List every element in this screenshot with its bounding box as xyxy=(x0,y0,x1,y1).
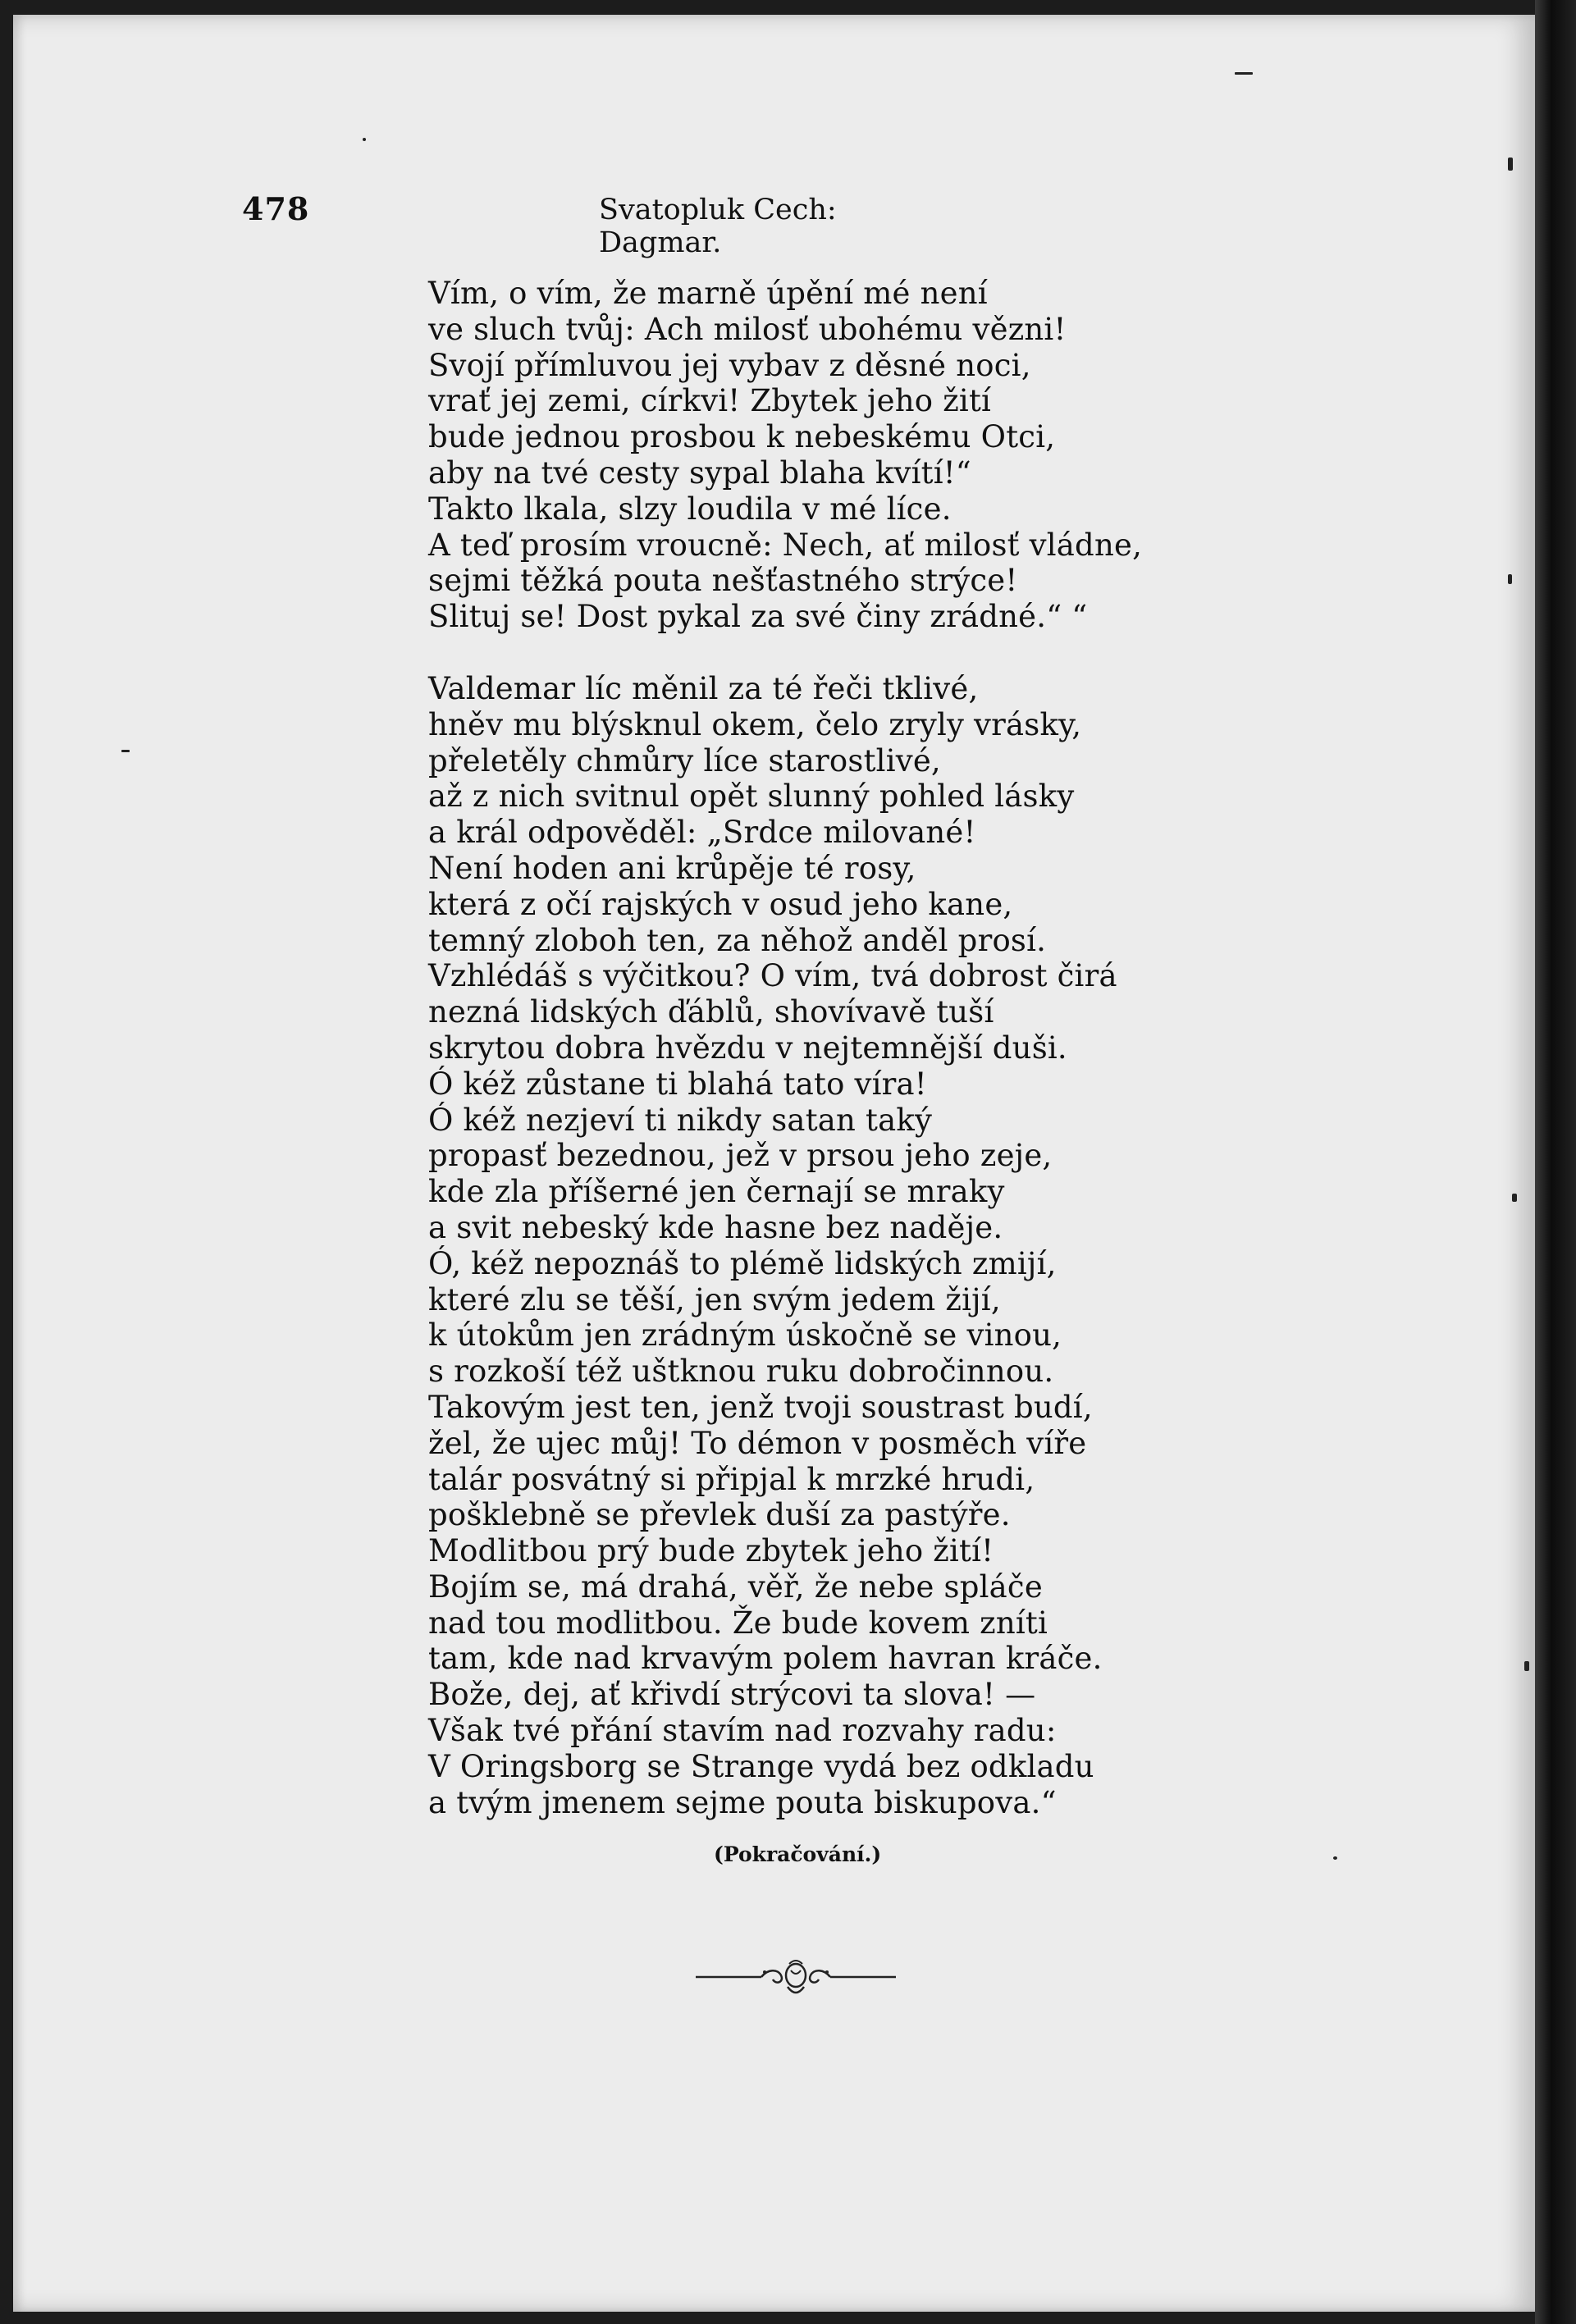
page-speck xyxy=(1512,1194,1517,1202)
poem-line: žel, že ujec můj! To démon v posměch víře xyxy=(428,1425,1087,1461)
poem-line: Však tvé přání stavím nad rozvahy radu: xyxy=(428,1713,1057,1749)
poem-line: Takto lkala, slzy loudila v mé líce. xyxy=(428,491,952,527)
poem-line: přeletěly chmůry líce starostlivé, xyxy=(428,742,941,778)
page-speck xyxy=(121,750,130,752)
page-speck xyxy=(1508,158,1513,171)
poem-line: Valdemar líc měnil za té řeči tklivé, xyxy=(428,670,979,706)
poem-line: hněv mu blýsknul okem, čelo zryly vrásky, xyxy=(428,706,1082,742)
poem-line: s rozkoší též uštknou ruku dobročinnou. xyxy=(428,1354,1054,1390)
page-header xyxy=(242,190,964,259)
poem-line: která z očí rajských v osud jeho kane, xyxy=(428,886,1013,922)
poem-line: temný zloboh ten, za něhož anděl prosí. xyxy=(428,922,1047,958)
poem-line: k útokům jen zrádným úskočně se vinou, xyxy=(428,1317,1062,1354)
poem-line: Bojím se, má drahá, věř, že nebe spláče xyxy=(428,1568,1043,1605)
poem-text xyxy=(428,276,1216,1820)
poem-line: Bože, dej, ať křivdí strýcovi ta slova! — xyxy=(428,1677,1036,1713)
poem-line: a tvým jmenem sejme pouta biskupova.“ xyxy=(428,1784,1057,1820)
poem-line: kde zla příšerné jen černají se mraky xyxy=(428,1174,1005,1210)
poem-line: sejmi těžká pouta nešťastného strýce! xyxy=(428,563,1018,599)
continuation-note: (Pokračování.) xyxy=(714,1842,882,1866)
poem-line: vrať jej zemi, církvi! Zbytek jeho žití xyxy=(428,383,992,419)
poem-line: které zlu se těší, jen svým jedem žijí, xyxy=(428,1281,1001,1317)
page-speck xyxy=(363,138,366,141)
poem-line: Svojí přímluvou jej vybav z děsné noci, xyxy=(428,347,1031,383)
poem-line: A teď prosím vroucně: Nech, ať milosť vládne, xyxy=(428,527,1143,563)
page-speck xyxy=(1524,1661,1529,1671)
poem-line: propasť bezednou, jež v prsou jeho zeje, xyxy=(428,1138,1053,1174)
poem-line: nad tou modlitbou. Že bude kovem zníti xyxy=(428,1605,1048,1641)
stanza-1 xyxy=(428,276,1216,635)
page-speck xyxy=(1508,574,1512,584)
poem-line: Slituj se! Dost pykal za své činy zrádné.“ “ xyxy=(428,599,1088,635)
page-number: 478 xyxy=(242,190,310,227)
poem-line: Ó kéž zůstane ti blahá tato víra! xyxy=(428,1066,927,1102)
poem-line: bude jednou prosbou k nebeskému Otci, xyxy=(428,419,1056,455)
poem-line: pošklebně se převlek duší za pastýře. xyxy=(428,1497,1011,1533)
stanza-2 xyxy=(428,671,1216,1821)
poem-line: skrytou dobra hvězdu v nejtemnější duši. xyxy=(428,1030,1067,1066)
poem-line: aby na tvé cesty sypal blaha kvítí!“ xyxy=(428,454,971,491)
poem-line: nezná lidských ďáblů, shovívavě tuší xyxy=(428,994,994,1030)
page-speck xyxy=(1333,1856,1337,1860)
poem-line: a král odpověděl: „Srdce milované! xyxy=(428,815,976,851)
poem-line: Není hoden ani krůpěje té rosy, xyxy=(428,850,916,886)
poem-line: tam, kde nad krvavým polem havran kráče. xyxy=(428,1641,1103,1677)
poem-line: Ó, kéž nepoznáš to plémě lidských zmijí, xyxy=(428,1245,1057,1281)
page-speck xyxy=(1235,72,1253,75)
poem-line: Takovým jest ten, jenž tvoji soustrast budí, xyxy=(428,1389,1093,1425)
poem-line: ve sluch tvůj: Ach milosť ubohému vězni! xyxy=(428,311,1067,347)
decorative-flourish-icon xyxy=(689,1952,902,2002)
poem-line: až z nich svitnul opět slunný pohled lásky xyxy=(428,778,1075,815)
poem-line: talár posvátný si připjal k mrzké hrudi, xyxy=(428,1461,1035,1497)
poem-line: Ó kéž nezjeví ti nikdy satan taký xyxy=(428,1102,933,1138)
poem-line: Modlitbou prý bude zbytek jeho žití! xyxy=(428,1533,994,1569)
poem-line: Vím, o vím, že marně úpění mé není xyxy=(428,276,988,311)
page-binding-edge xyxy=(1535,0,1576,2324)
poem-line: Vzhlédáš s výčitkou? O vím, tvá dobrost čirá xyxy=(428,958,1117,994)
running-title: Svatopluk Cech: Dagmar. xyxy=(599,194,837,259)
poem-line: V Oringsborg se Strange vydá bez odkladu xyxy=(428,1748,1094,1784)
poem-line: a svit nebeský kde hasne bez naděje. xyxy=(428,1209,1003,1245)
